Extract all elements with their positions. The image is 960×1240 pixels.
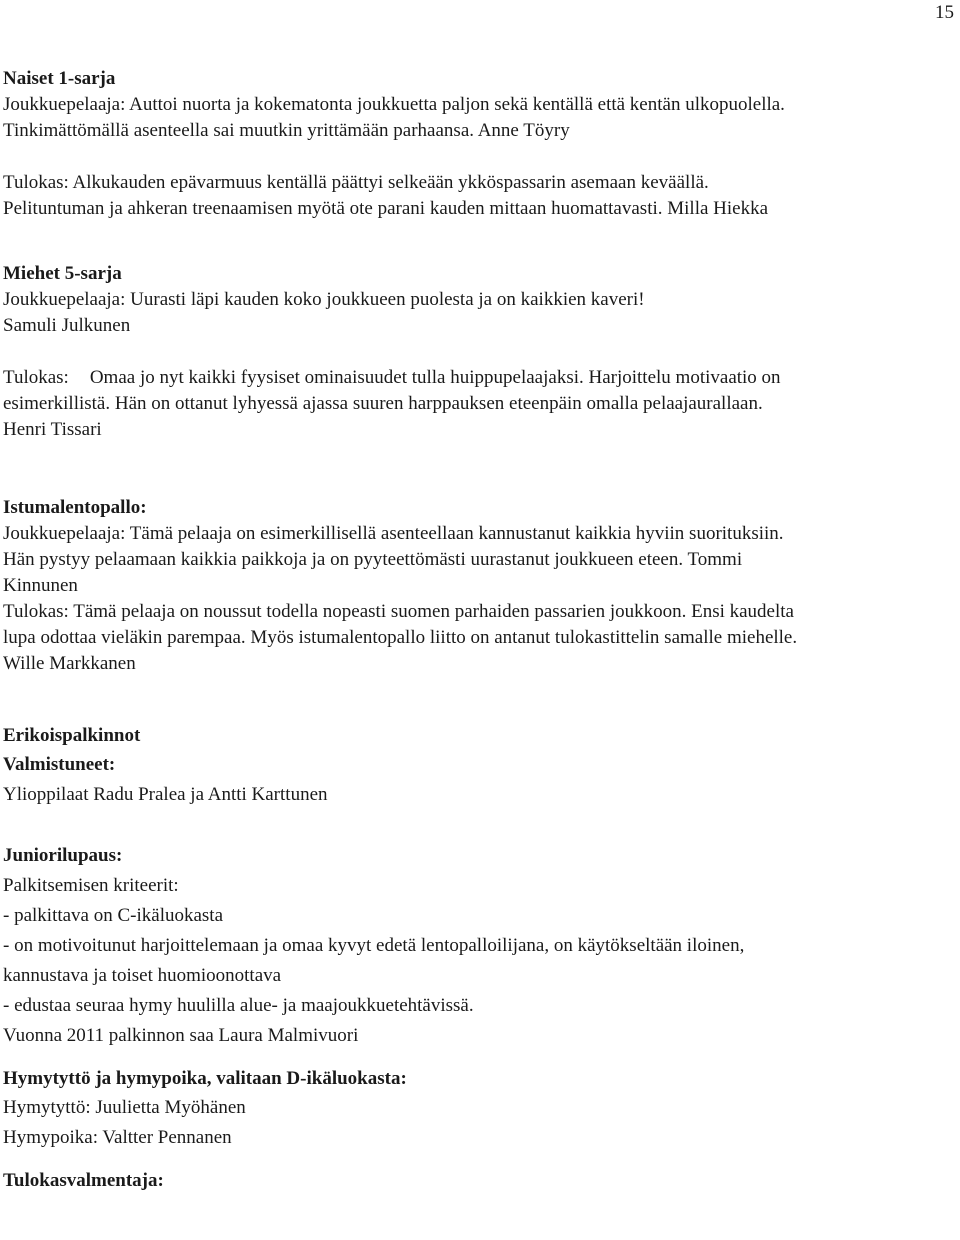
list-line: - on motivoitunut harjoittelemaan ja omaa kyvyt edetä lentopalloilijana, on käytökseltään iloinen, — [3, 935, 745, 956]
section-heading-erikoispalkinnot: Erikoispalkinnot — [3, 725, 141, 746]
subheading-hymytytto-hymypoika: Hymytyttö ja hymypoika, valitaan D-ikäluokasta: — [3, 1068, 407, 1089]
document-body — [3, 66, 953, 1194]
list-line: - palkittava on C-ikäluokasta — [3, 905, 224, 926]
paragraph-line: Ylioppilaat Radu Pralea ja Antti Karttunen — [3, 784, 328, 805]
page-number: 15 — [935, 2, 954, 23]
list-line: kannustava ja toiset huomioonottava — [3, 965, 282, 986]
list-line: Hymypoika: Valtter Pennanen — [3, 1127, 232, 1148]
paragraph-line: Wille Markkanen — [3, 653, 136, 674]
paragraph-line: lupa odottaa vieläkin parempaa. Myös istumalentopallo liitto on antanut tulokastittelin samalle miehelle. — [3, 627, 798, 648]
list-line: Vuonna 2011 palkinnon saa Laura Malmivuori — [3, 1025, 359, 1046]
list-line: Hymytyttö: Juulietta Myöhänen — [3, 1097, 246, 1118]
paragraph-line: Tulokas: Alkukauden epävarmuus kentällä päättyi selkeään ykköspassarin asemaan keväällä. — [3, 172, 709, 193]
tulokas-label: Tulokas: — [3, 367, 69, 388]
paragraph-line — [3, 365, 953, 391]
paragraph-line: Hän pystyy pelaamaan kaikkia paikkoja ja on pyyteettömästi uurastanut joukkueen eteen. Tommi — [3, 549, 743, 570]
paragraph-line: Joukkuepelaaja: Uurasti läpi kauden koko joukkueen puolesta ja on kaikkien kaveri! — [3, 289, 645, 310]
subheading-tulokasvalmentaja: Tulokasvalmentaja: — [3, 1170, 164, 1191]
list-line: - edustaa seuraa hymy huulilla alue- ja maajoukkuetehtävissä. — [3, 995, 474, 1016]
section-heading-naiset: Naiset 1-sarja — [3, 68, 116, 89]
section-heading-istumalentopallo: Istumalentopallo: — [3, 497, 147, 518]
paragraph-line: Joukkuepelaaja: Auttoi nuorta ja kokematonta joukkuetta paljon sekä kentällä että kentän ulkopuolella. — [3, 94, 785, 115]
list-line: Palkitsemisen kriteerit: — [3, 875, 179, 896]
subheading-juniorilupaus: Juniorilupaus: — [3, 845, 123, 866]
subheading-valmistuneet: Valmistuneet: — [3, 754, 116, 775]
paragraph-line: Henri Tissari — [3, 419, 102, 440]
paragraph-line: Kinnunen — [3, 575, 78, 596]
paragraph-line: Samuli Julkunen — [3, 315, 131, 336]
section-heading-miehet: Miehet 5-sarja — [3, 263, 122, 284]
tulokas-text: Omaa jo nyt kaikki fyysiset ominaisuudet tulla huippupelaajaksi. Harjoittelu motivaatio on — [89, 367, 781, 388]
paragraph-line: Pelituntuman ja ahkeran treenaamisen myötä ote parani kauden mittaan huomattavasti. Milla Hiekka — [3, 198, 769, 219]
paragraph-line: Joukkuepelaaja: Tämä pelaaja on esimerkillisellä asenteellaan kannustanut kaikkia hyviin suorituksiin. — [3, 523, 784, 544]
paragraph-line: Tulokas: Tämä pelaaja on noussut todella nopeasti suomen parhaiden passarien joukkoon. Ensi kaudelta — [3, 601, 794, 622]
paragraph-line: esimerkillistä. Hän on ottanut lyhyessä ajassa suuren harppauksen eteenpäin omalla pelaajaurallaan. — [3, 393, 763, 414]
paragraph-line: Tinkimättömällä asenteella sai muutkin yrittämään parhaansa. Anne Töyry — [3, 120, 570, 141]
